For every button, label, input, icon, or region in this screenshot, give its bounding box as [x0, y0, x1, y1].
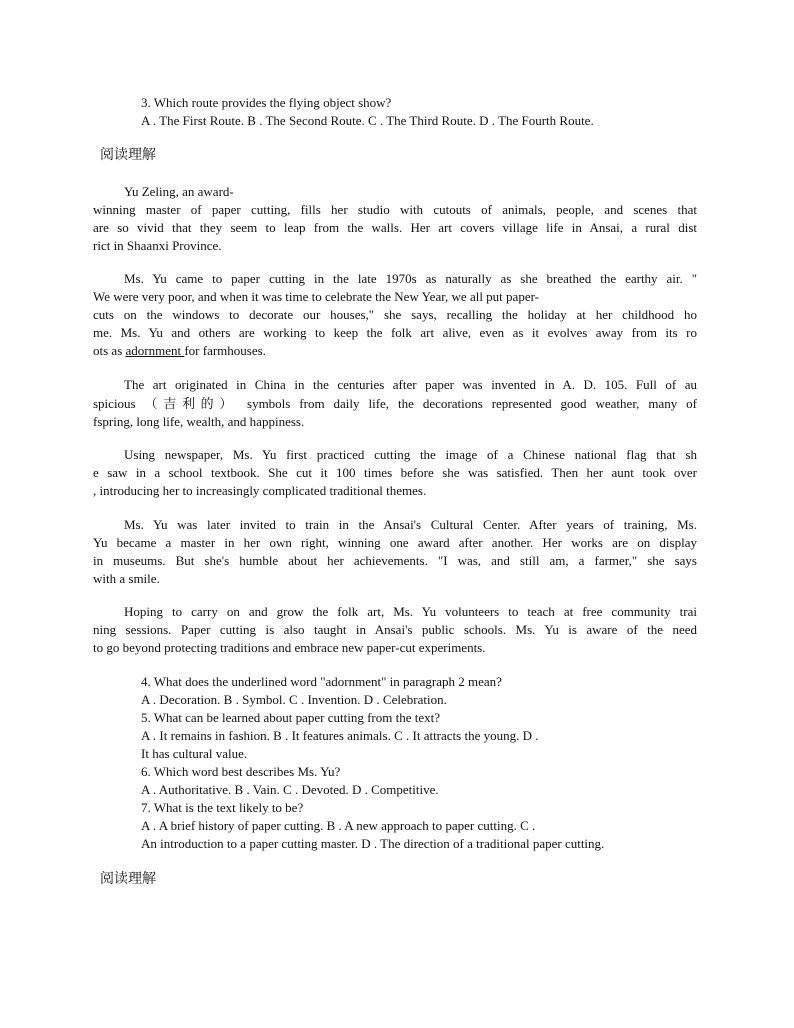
question-3: 3. Which route provides the flying object show? [141, 95, 392, 110]
passage-line: with a smile. [93, 571, 160, 586]
question-7-options-cont: An introduction to a paper cutting master. D . The direction of a traditional paper cutting. [141, 836, 605, 851]
question-5: 5. What can be learned about paper cutting from the text? [141, 710, 440, 725]
section-heading: 阅读理解 [100, 871, 156, 887]
question-7-options: A . A brief history of paper cutting. B . A new approach to paper cutting. C . [141, 818, 536, 833]
question-3-options: A . The First Route. B . The Second Route. C . The Third Route. D . The Fourth Route. [141, 113, 594, 128]
passage-line: rict in Shaanxi Province. [93, 238, 222, 253]
passage-line: me. Ms. Yu and others are working to keep the folk art alive, even as it evolves away from its ro [93, 325, 697, 340]
passage-line: Ms. Yu came to paper cutting in the late 1970s as naturally as she breathed the earthy air. " [124, 271, 697, 286]
question-5-options-cont: It has cultural value. [141, 746, 248, 761]
passage-line: The art originated in China in the centuries after paper was invented in A. D. 105. Full of au [124, 377, 697, 392]
question-4: 4. What does the underlined word "adornment" in paragraph 2 mean? [141, 674, 502, 689]
question-4-options: A . Decoration. B . Symbol. C . Invention. D . Celebration. [141, 692, 447, 707]
passage-line: e saw in a school textbook. She cut it 100 times before she was satisfied. Then her aunt took over [93, 465, 697, 480]
passage-line: in museums. But she's humble about her achievements. "I was, and still am, a farmer," she says [93, 553, 697, 568]
section-heading: 阅读理解 [100, 147, 156, 163]
passage-line: winning master of paper cutting, fills her studio with cutouts of animals, people, and scenes that [93, 202, 697, 217]
passage-line: ning sessions. Paper cutting is also taught in Ansai's public schools. Ms. Yu is aware of the need [93, 622, 697, 637]
passage-line: Hoping to carry on and grow the folk art, Ms. Yu volunteers to teach at free community trai [124, 604, 697, 619]
passage-line: are so vivid that they seem to leap from the walls. Her art covers village life in Ansai, a rural dist [93, 220, 697, 235]
question-7: 7. What is the text likely to be? [141, 800, 304, 815]
passage-text: ots as [93, 343, 126, 358]
question-5-options: A . It remains in fashion. B . It features animals. C . It attracts the young. D . [141, 728, 539, 743]
passage-line: Using newspaper, Ms. Yu first practiced cutting the image of a Chinese national flag that sh [124, 447, 697, 462]
question-6: 6. Which word best describes Ms. Yu? [141, 764, 341, 779]
passage-line: to go beyond protecting traditions and embrace new paper-cut experiments. [93, 640, 486, 655]
passage-line [93, 342, 697, 360]
passage-line: fspring, long life, wealth, and happiness. [93, 414, 305, 429]
passage-text: for farmhouses. [184, 343, 266, 358]
passage-line: spicious （吉利的） symbols from daily life, the decorations represented good weather, many of [93, 396, 697, 411]
passage-line: Yu Zeling, an award- [124, 184, 234, 199]
passage-line: We were very poor, and when it was time to celebrate the New Year, we all put paper- [93, 289, 539, 304]
question-6-options: A . Authoritative. B . Vain. C . Devoted. D . Competitive. [141, 782, 439, 797]
passage-line: , introducing her to increasingly complicated traditional themes. [93, 483, 427, 498]
passage-line: Ms. Yu was later invited to train in the Ansai's Cultural Center. After years of training, Ms. [124, 517, 697, 532]
underlined-word: adornment [125, 343, 185, 358]
passage-line: cuts on the windows to decorate our houses," she says, recalling the holiday at her childhood ho [93, 307, 697, 322]
passage-line: Yu became a master in her own right, winning one award after another. Her works are on display [93, 535, 697, 550]
